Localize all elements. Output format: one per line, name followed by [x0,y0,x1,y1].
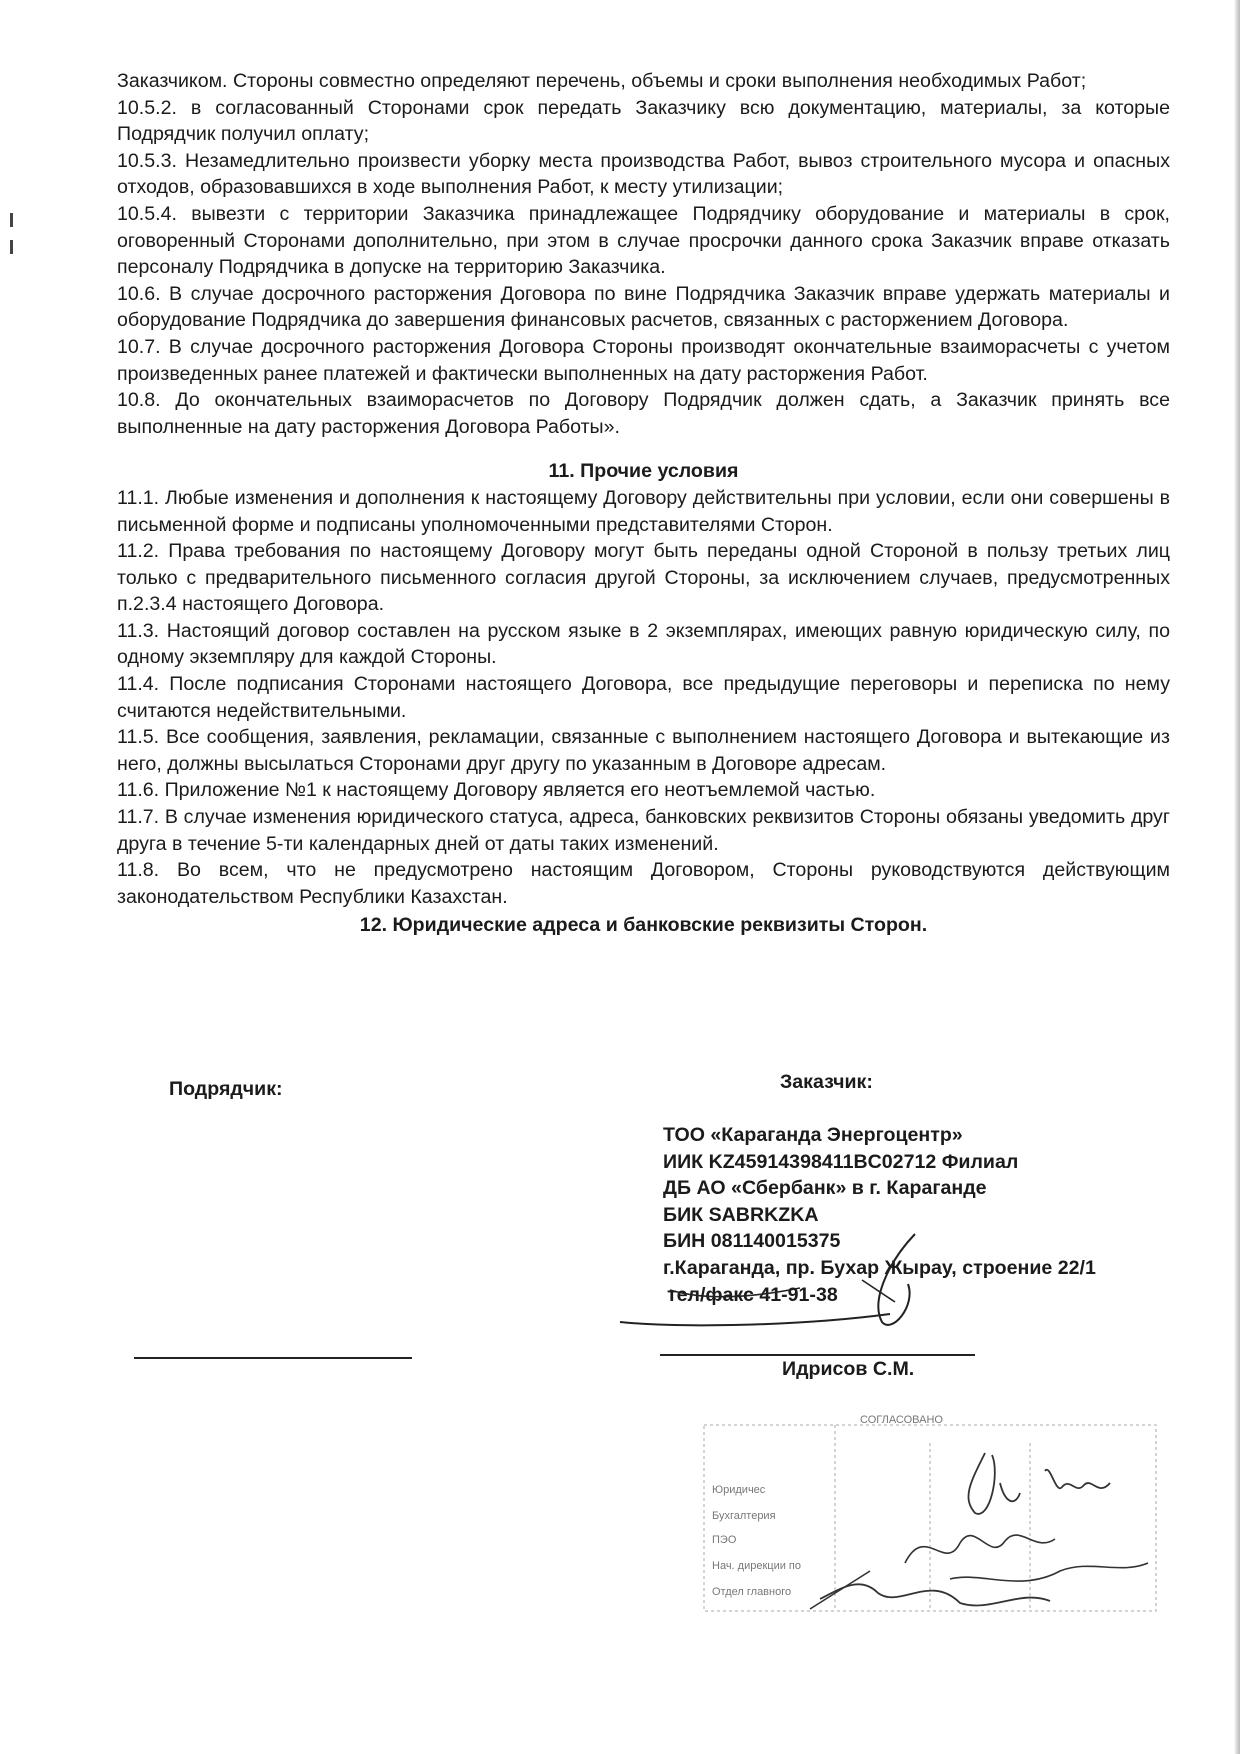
stamp-row: Юридичес [712,1484,766,1496]
clause: 11.2. Права требования по настоящему Договору могут быть переданы одной Стороной в пользу третьих лиц только с предварительного письменного согласия другой Стороны, за исключением случаев, предусмотренных п.2.3.4 настоящего Договора. [117,540,1170,616]
paragraph: 10.5.3. Незамедлительно произвести уборку места производства Работ, вывоз строительного мусора и опасных отходов, образовавшихся в ходе выполнения Работ, к месту утилизации; [117,149,1170,199]
paragraph: 10.5.2. в согласованный Сторонами срок передать Заказчику всю документацию, материалы, за которые Подрядчик получил оплату; [117,96,1170,146]
stamp-row: Нач. дирекции по [712,1560,801,1572]
contract-text [117,68,1170,939]
requisite-line: БИН 081140015375 [663,1230,841,1253]
scan-mark [10,213,13,227]
customer-signature [600,1230,960,1340]
clause: 11.5. Все сообщения, заявления, рекламации, связанные с выполнением настоящего Договора и вытекающие из него, должны высылаться Сторонами друг другу по указанным в Договоре адресам. [117,726,1170,775]
paragraph: 10.6. В случае досрочного расторжения Договора по вине Подрядчика Заказчик вправе удержать материалы и оборудование Подрядчика до завершения финансовых расчетов, связанных с расторжением Договора. [117,282,1170,332]
contractor-signature-line [134,1357,412,1359]
requisite-line: г.Караганда, пр. Бухар Жырау, строение 22/1 [663,1256,1096,1279]
scan-edge [1234,0,1240,1754]
customer-signature-line [660,1354,975,1356]
stamp-row: ПЭО [712,1534,737,1546]
stamp-row: Отдел главного [712,1586,792,1598]
clause: 11.1. Любые изменения и дополнения к настоящему Договору действительны при условии, если они совершены в письменной форме и подписаны уполномоченными представителями Сторон. [117,486,1170,536]
clause: 11.7. В случае изменения юридического статуса, адреса, банковских реквизитов Стороны обязаны уведомить друг друга в течение 5-ти календарных дней от даты таких изменений. [117,806,1170,855]
customer-label: Заказчик: [780,1071,873,1093]
scan-mark [10,240,13,254]
paragraph: 10.8. До окончательных взаиморасчетов по Договору Подрядчик должен сдать, а Заказчик принять все выполненные на дату расторжения Договора Работы». [117,389,1170,438]
requisite-line: тел/факс 41-91-38 [667,1283,838,1306]
contractor-label: Подрядчик: [169,1078,283,1100]
stamp-row: Бухгалтерия [712,1510,776,1522]
approval-stamp [700,1403,1160,1618]
section-title: 11. Прочие условия [548,460,739,483]
clause: 11.8. Во всем, что не предусмотрено настоящим Договором, Стороны руководствуются действующим законодательством Республики Казахстан. [117,859,1170,908]
requisite-line: БИК SABRKZKA [663,1203,819,1226]
paragraph: Заказчиком. Стороны совместно определяют перечень, объемы и сроки выполнения необходимых Работ; [117,70,1087,92]
stamp-header: СОГЛАСОВАНО [860,1414,943,1426]
requisite-line: ДБ АО «Сбербанк» в г. Караганде [663,1177,987,1200]
clause: 11.3. Настоящий договор составлен на русском языке в 2 экземплярах, имеющих равную юридическую силу, по одному экземпляру для каждой Стороны. [117,619,1170,669]
requisite-line: ИИК KZ45914398411BC02712 Филиал [663,1150,1019,1173]
customer-signer: Идрисов С.М. [782,1358,915,1380]
paragraph: 10.5.4. вывезти с территории Заказчика принадлежащее Подрядчику оборудование и материалы в срок, оговоренный Сторонами дополнительно, при этом в случае просрочки данного срока Заказчик вправе отказать персоналу Подрядчика в допуске на территорию Заказчика. [117,202,1170,279]
section-title: 12. Юридические адреса и банковские реквизиты Сторон. [359,914,928,937]
requisite-line: ТОО «Караганда Энергоцентр» [663,1124,963,1146]
paragraph: 10.7. В случае досрочного расторжения Договора Стороны производят окончательные взаиморасчеты с учетом произведенных ранее платежей и фактически выполненных на дату расторжения Работ. [117,335,1170,385]
clause: 11.6. Приложение №1 к настоящему Договору является его неотъемлемой частью. [117,779,876,802]
clause: 11.4. После подписания Сторонами настоящего Договора, все предыдущие переговоры и переписка по нему считаются недействительными. [117,673,1170,722]
